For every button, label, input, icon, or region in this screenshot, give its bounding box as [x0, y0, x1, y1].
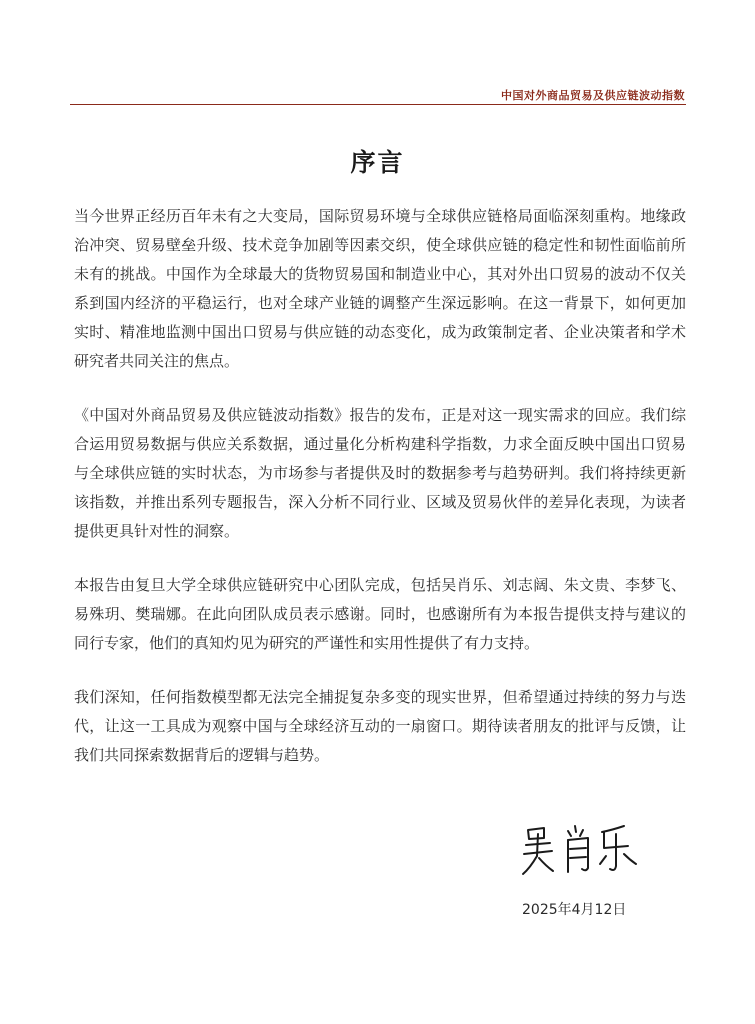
- signature-date: 2025年4月12日: [522, 902, 627, 918]
- page-title: 序言: [350, 148, 405, 177]
- preface-body: [74, 202, 686, 770]
- preface-paragraph-2: 《中国对外商品贸易及供应链波动指数》报告的发布，正是对这一现实需求的回应。我们综合运用贸易数据与供应关系数据，通过量化分析构建科学指数，力求全面反映中国出口贸易与全球供应链的实时状态，为市场参与者提供及时的数据参考与趋势研判。我们将持续更新该指数，并推出系列专题报告，深入分析不同行业、区域及贸易伙伴的差异化表现，为读者提供更具针对性的洞察。: [74, 406, 686, 540]
- handwritten-signature: [520, 822, 640, 878]
- preface-paragraph-1: 当今世界正经历百年未有之大变局，国际贸易环境与全球供应链格局面临深刻重构。地缘政治冲突、贸易壁垒升级、技术竞争加剧等因素交织，使全球供应链的稳定性和韧性面临前所未有的挑战。中国作为全球最大的货物贸易国和制造业中心，其对外出口贸易的波动不仅关系到国内经济的平稳运行，也对全球产业链的调整产生深远影响。在这一背景下，如何更加实时、精准地监测中国出口贸易与供应链的动态变化，成为政策制定者、企业决策者和学术研究者共同关注的焦点。: [74, 207, 686, 370]
- preface-paragraph-3: 本报告由复旦大学全球供应链研究中心团队完成，包括吴肖乐、刘志阔、朱文贵、李梦飞、易殊玥、樊瑞娜。在此向团队成员表示感谢。同时，也感谢所有为本报告提供支持与建议的同行专家，他们的真知灼见为研究的严谨性和实用性提供了有力支持。: [74, 576, 686, 652]
- preface-paragraph-4: 我们深知，任何指数模型都无法完全捕捉复杂多变的现实世界，但希望通过持续的努力与迭代，让这一工具成为观察中国与全球经济互动的一扇窗口。期待读者朋友的批评与反馈，让我们共同探索数据背后的逻辑与趋势。: [74, 688, 686, 764]
- header-divider: [70, 104, 686, 105]
- report-header-title: 中国对外商品贸易及供应链波动指数: [501, 89, 685, 102]
